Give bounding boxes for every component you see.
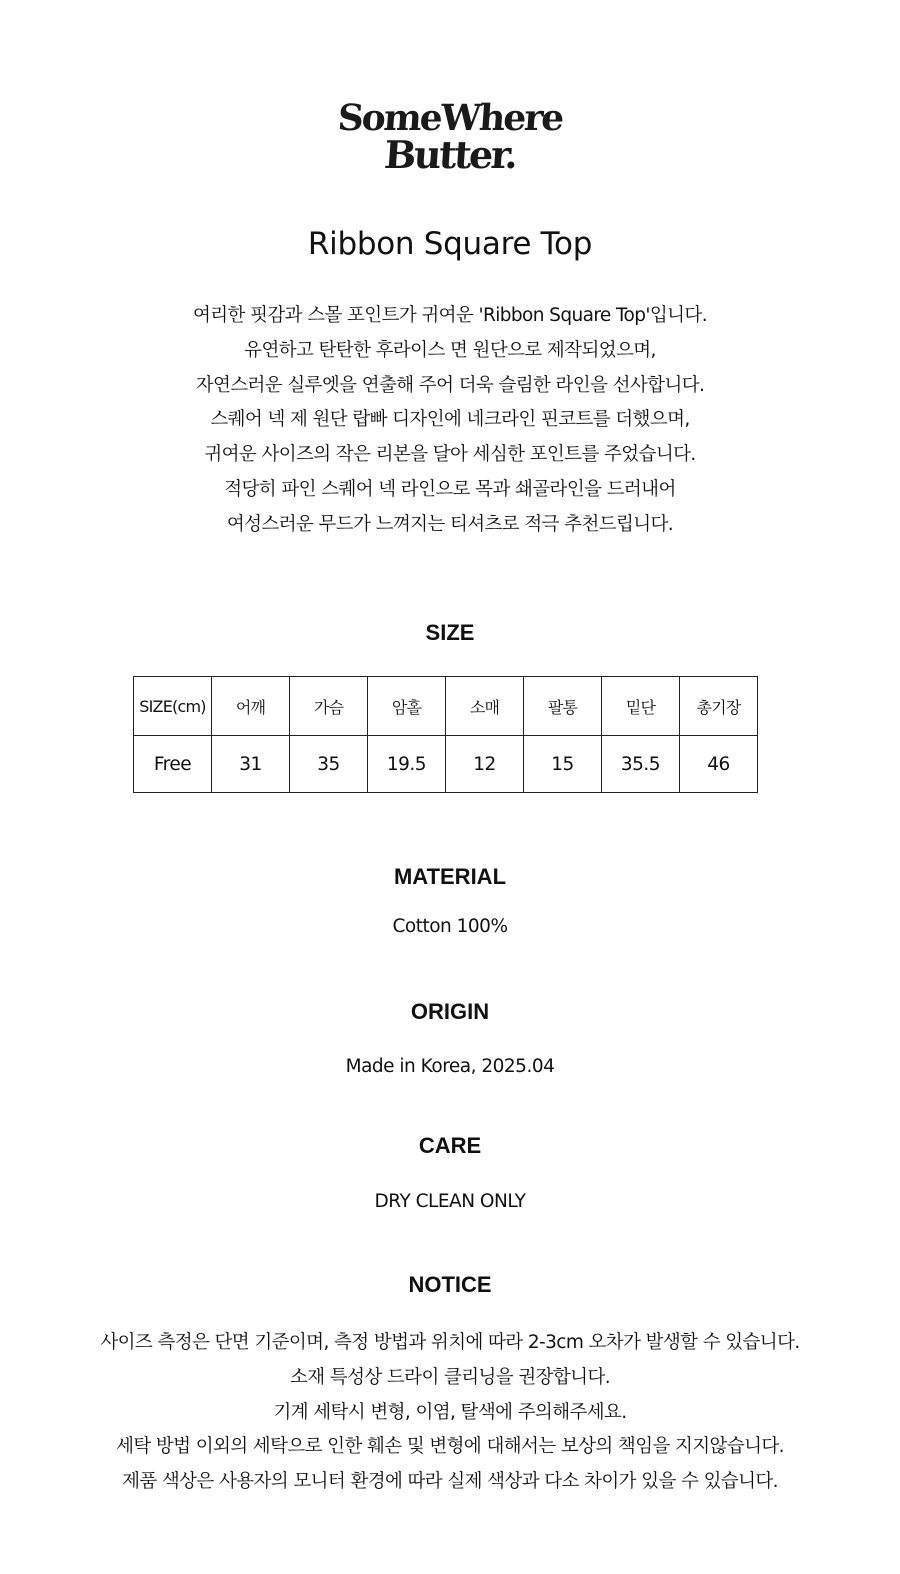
size-table-row xyxy=(134,736,758,793)
size-column-header: 총기장 xyxy=(680,677,758,736)
size-column-header: 어깨 xyxy=(212,677,290,736)
size-column-header: 암홀 xyxy=(368,677,446,736)
size-cell: 12 xyxy=(446,736,524,793)
notice-line: 기계 세탁시 변형, 이염, 탈색에 주의해주세요. xyxy=(273,1401,627,1423)
logo-line-2: Butter. xyxy=(382,132,518,177)
size-column-header: 가슴 xyxy=(290,677,368,736)
size-heading: SIZE xyxy=(425,620,475,645)
description-line: 적당히 파인 스퀘어 넥 라인으로 목과 쇄골라인을 드러내어 xyxy=(224,478,676,500)
material-heading: MATERIAL xyxy=(393,864,507,889)
logo-line-1: SomeWhere xyxy=(336,97,564,139)
description-line: 여성스러운 무드가 느껴지는 티셔츠로 적극 추천드립니다. xyxy=(226,513,674,535)
origin-heading: ORIGIN xyxy=(410,999,490,1024)
size-cell: 19.5 xyxy=(368,736,446,793)
brand-logo xyxy=(0,97,900,177)
description-line: 귀여운 사이즈의 작은 리본을 달아 세심한 포인트를 주었습니다. xyxy=(204,444,696,466)
product-description xyxy=(0,299,900,543)
description-line: 유연하고 탄탄한 후라이스 면 원단으로 제작되었으며, xyxy=(244,339,656,361)
material-value: Cotton 100% xyxy=(392,916,508,937)
notice-heading: NOTICE xyxy=(408,1272,492,1297)
size-column-header: SIZE(cm) xyxy=(134,677,212,736)
size-cell: Free xyxy=(134,736,212,793)
description-line: 여리한 핏감과 스몰 포인트가 귀여운 'Ribbon Square Top'입니다. xyxy=(193,305,707,326)
size-column-header: 팔통 xyxy=(524,677,602,736)
notice-line: 소재 특성상 드라이 클리닝을 권장합니다. xyxy=(289,1366,610,1388)
notice-list xyxy=(0,1326,900,1500)
description-line: 스퀘어 넥 제 원단 랍빠 디자인에 네크라인 핀코트를 더했으며, xyxy=(210,409,690,431)
size-column-header: 소매 xyxy=(446,677,524,736)
origin-value: Made in Korea, 2025.04 xyxy=(345,1056,555,1077)
size-column-header: 밑단 xyxy=(602,677,680,736)
size-cell: 31 xyxy=(212,736,290,793)
care-heading: CARE xyxy=(418,1133,482,1158)
size-cell: 46 xyxy=(680,736,758,793)
product-title: Ribbon Square Top xyxy=(307,226,593,262)
care-value: DRY CLEAN ONLY xyxy=(374,1191,526,1212)
description-line: 자연스러운 실루엣을 연출해 주어 더욱 슬림한 라인을 선사합니다. xyxy=(195,374,705,396)
size-cell: 15 xyxy=(524,736,602,793)
size-cell: 35 xyxy=(290,736,368,793)
size-cell: 35.5 xyxy=(602,736,680,793)
notice-line: 제품 색상은 사용자의 모니터 환경에 따라 실제 색상과 다소 차이가 있을 수 있습니다. xyxy=(122,1471,778,1493)
notice-line: 세탁 방법 이외의 세탁으로 인한 훼손 및 변형에 대해서는 보상의 책임을 지지않습니다. xyxy=(116,1436,784,1458)
size-table-header-row xyxy=(134,677,758,736)
notice-line: 사이즈 측정은 단면 기준이며, 측정 방법과 위치에 따라 2-3cm 오차가 발생할 수 있습니다. xyxy=(100,1332,800,1353)
size-table xyxy=(133,676,758,793)
